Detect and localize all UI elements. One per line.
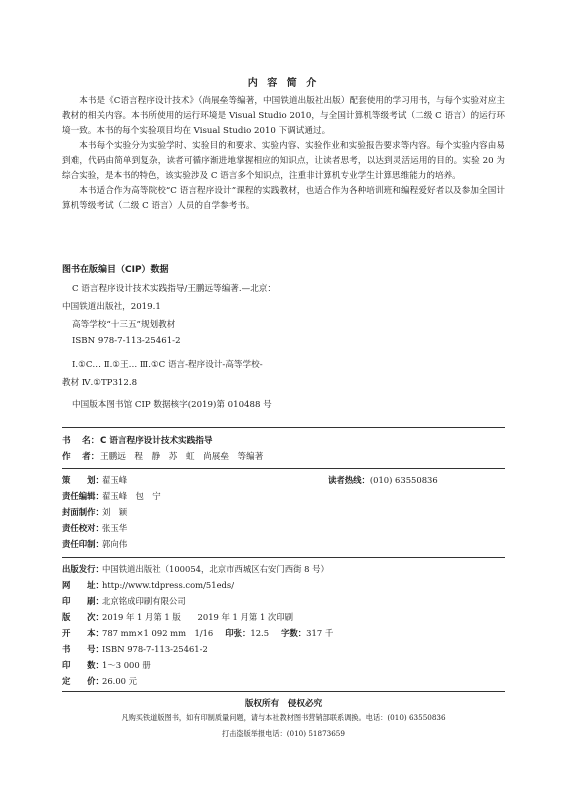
- intro-text: [62, 94, 505, 214]
- cip-line: 教材 Ⅳ.①TP312.8: [62, 378, 138, 388]
- cip-line: 中国铁道出版社，2019.1: [62, 302, 161, 312]
- proof-label: 责任校对：: [62, 523, 104, 533]
- quality-notice: 凡购买铁道版图书，如有印制质量问题，请与本社教材图书营销部联系调换。电话：(010) 63550836: [121, 713, 446, 722]
- words-label: 字数：: [281, 628, 307, 638]
- book-title-value: C 语言程序设计技术实践指导: [100, 436, 213, 446]
- book-title-label: 书 名：: [62, 436, 100, 446]
- words-value: 317 千: [306, 628, 334, 638]
- cover-row: [62, 506, 127, 518]
- intro-paragraph: 本书是《C语言程序设计技术》（尚展垒等编著，中国铁道出版社出版）配套使用的学习用书，与每个实验对应主教材的相关内容。本书所使用的运行环境是 Visual Studio 2010，与全国计算机等级考试（二级 C 语言）的运行环境一致。本书的每个实验项目均在 Visual Studio 2010 下调试通过。: [62, 96, 505, 136]
- book-author-row: [62, 450, 263, 462]
- book-title-row: [62, 434, 212, 446]
- print-row: [62, 538, 127, 550]
- printer-row: [62, 595, 186, 607]
- planner-row: [62, 474, 127, 486]
- printer-label: 印 刷：: [62, 596, 104, 606]
- isbn-label: 书 号：: [62, 644, 104, 654]
- format-row: [62, 627, 333, 639]
- format-value: 787 mm×1 092 mm 1/16: [102, 628, 214, 638]
- printer-value: 北京铭成印刷有限公司: [102, 596, 186, 606]
- website-value: http://www.tdpress.com/51eds/: [102, 580, 235, 590]
- price-row: [62, 675, 137, 687]
- edition-row: [62, 611, 293, 623]
- intro-paragraph: 本书适合作为高等院校“C 语言程序设计”课程的实践教材，也适合作为各种培训班和编程爱好者以及参加全国计算机等级考试（二级 C 语言）人员的自学参考书。: [62, 186, 505, 211]
- cip-line: 中国版本图书馆 CIP 数据核字(2019)第 010488 号: [72, 400, 272, 410]
- cip-line: C 语言程序设计技术实践指导/王鹏远等编著.—北京：: [72, 284, 276, 294]
- website-label: 网 址：: [62, 580, 104, 590]
- price-value: 26.00 元: [102, 676, 138, 686]
- divider: [62, 557, 505, 558]
- cover-value: 刘 颖: [102, 507, 128, 517]
- website-row: [62, 579, 234, 591]
- sheets-label: 印张：: [225, 628, 251, 638]
- copies-row: [62, 659, 151, 671]
- editor-value: 翟玉峰 包 宁: [102, 491, 161, 501]
- hotline-value: (010) 63550836: [369, 475, 438, 485]
- copies-value: 1～3 000 册: [102, 660, 151, 670]
- divider: [62, 691, 505, 692]
- book-author-label: 作 者：: [62, 452, 100, 462]
- sheets-value: 12.5: [250, 628, 270, 638]
- planner-label: 策 划：: [62, 475, 104, 485]
- edition-label: 版 次：: [62, 612, 104, 622]
- cip-line: 高等学校“十三五”规划教材: [72, 320, 176, 330]
- print-value: 郭向伟: [102, 539, 128, 549]
- divider: [62, 468, 505, 469]
- format-label: 开 本：: [62, 628, 104, 638]
- publisher-label: 出版发行：: [62, 564, 104, 574]
- print-label: 责任印制：: [62, 539, 104, 549]
- copies-label: 印 数：: [62, 660, 104, 670]
- cover-label: 封面制作：: [62, 507, 104, 517]
- cip-line: Ⅰ.①C… Ⅱ.①王… Ⅲ.①C 语言-程序设计-高等学校-: [72, 360, 263, 370]
- cip-line: ISBN 978-7-113-25461-2: [72, 336, 181, 346]
- intro-title: 内 容 简 介: [247, 78, 320, 89]
- hotline-label: 读者热线：: [328, 475, 370, 485]
- cip-title: 图书在版编目（CIP）数据: [62, 265, 169, 275]
- hotline: [328, 474, 438, 486]
- isbn-row: [62, 643, 208, 655]
- piracy-report: 打击盗版举报电话：(010) 51873659: [222, 729, 345, 738]
- edition-value: 2019 年 1 月第 1 版 2019 年 1 月第 1 次印刷: [102, 612, 294, 622]
- proof-value: 张玉华: [102, 523, 128, 533]
- divider: [62, 427, 505, 428]
- rights-title: 版权所有 侵权必究: [244, 699, 323, 709]
- planner-value: 翟玉峰: [102, 475, 128, 485]
- editor-row: [62, 490, 161, 502]
- price-label: 定 价：: [62, 676, 104, 686]
- isbn-value: ISBN 978-7-113-25461-2: [102, 644, 208, 654]
- publisher-row: [62, 563, 329, 575]
- publisher-value: 中国铁道出版社（100054，北京市西城区右安门西街 8 号）: [102, 564, 329, 574]
- proof-row: [62, 522, 127, 534]
- intro-paragraph: 本书每个实验分为实验学时、实验目的和要求、实验内容、实验作业和实验报告要求等内容。每个实验内容由易到难，代码由简单到复杂，读者可循序渐进地掌握相应的知识点，让读者思考，以达到灵活运用的目的。实验 20 为综合实验，是本书的特色，该实验涉及 C 语言多个知识点，注重非计算机专业学生计算思维能力的培养。: [62, 141, 505, 181]
- book-author-value: 王鹏远 程 静 苏 虹 尚展垒 等编著: [100, 452, 264, 462]
- editor-label: 责任编辑：: [62, 491, 104, 501]
